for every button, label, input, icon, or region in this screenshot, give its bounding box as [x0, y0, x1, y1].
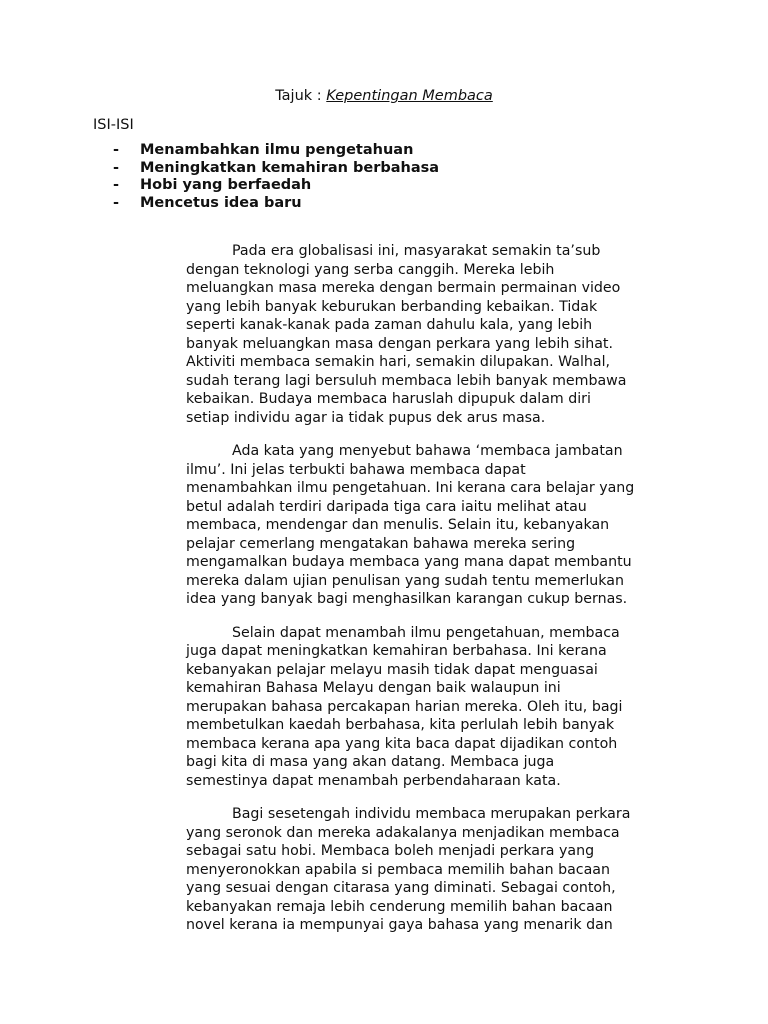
- point-text: Mencetus idea baru: [140, 194, 302, 211]
- paragraph-line: novel kerana ia mempunyai gaya bahasa yang menarik dan: [186, 917, 613, 933]
- paragraph-line: membaca, mendengar dan menulis. Selain itu, kebanyakan: [186, 517, 610, 533]
- point-text: Hobi yang berfaedah: [140, 177, 312, 193]
- bullet-dash: -: [113, 177, 120, 193]
- point-text: Menambahkan ilmu pengetahuan: [140, 142, 414, 158]
- paragraph-line: menambahkan ilmu pengetahuan. Ini kerana cara belajar yang: [186, 480, 635, 496]
- paragraph-line: juga dapat meningkatkan kemahiran berbahasa. Ini kerana: [186, 643, 607, 659]
- paragraph-line: bagi kita di masa yang akan datang. Membaca juga: [186, 754, 555, 770]
- title-topic: Kepentingan Membaca: [326, 88, 493, 104]
- paragraph-line: seperti kanak-kanak pada zaman dahulu kala, yang lebih: [186, 317, 593, 333]
- paragraph-line: merupakan bahasa percakapan harian mereka. Oleh itu, bagi: [186, 698, 623, 715]
- paragraph-1: [186, 242, 686, 427]
- section-heading: ISI-ISI: [93, 117, 134, 133]
- paragraph-line: yang sesuai dengan citarasa yang diminati. Sebagai contoh,: [186, 880, 616, 896]
- points-list: [113, 142, 439, 212]
- point-item: [113, 177, 439, 195]
- point-item: [113, 142, 439, 160]
- paragraph-line: sebagai satu hobi. Membaca boleh menjadi perkara yang: [186, 843, 595, 859]
- paragraph-line: Ada kata yang menyebut bahawa ‘membaca jambatan: [232, 443, 623, 459]
- paragraph-4: [186, 805, 686, 935]
- paragraph-line: setiap individu agar ia tidak pupus dek arus masa.: [186, 409, 546, 426]
- document-title: [0, 86, 768, 106]
- paragraph-line: yang lebih banyak keburukan berbanding kebaikan. Tidak: [186, 298, 598, 315]
- paragraph-line: ilmu’. Ini jelas terbukti bahawa membaca dapat: [186, 461, 526, 478]
- paragraph-line: Pada era globalisasi ini, masyarakat semakin ta’sub: [232, 243, 601, 259]
- paragraph-line: kebaikan. Budaya membaca haruslah dipupuk dalam diri: [186, 391, 591, 407]
- bullet-dash: -: [113, 142, 120, 158]
- paragraph-line: membetulkan kaedah berbahasa, kita perlulah lebih banyak: [186, 717, 615, 733]
- paragraph-line: kebanyakan remaja lebih cenderung memilih bahan bacaan: [186, 898, 613, 915]
- point-item: [113, 195, 439, 213]
- paragraph-2: [186, 442, 686, 609]
- point-text: Meningkatkan kemahiran berbahasa: [140, 159, 440, 176]
- paragraph-line: semestinya dapat menambah perbendaharaan kata.: [186, 772, 561, 789]
- paragraph-line: Bagi sesetengah individu membaca merupakan perkara: [232, 806, 631, 822]
- point-item: [113, 160, 439, 178]
- paragraph-line: Aktiviti membaca semakin hari, semakin dilupakan. Walhal,: [186, 354, 611, 370]
- paragraph-line: yang seronok dan mereka adakalanya menjadikan membaca: [186, 824, 620, 841]
- essay-body: [186, 242, 686, 950]
- paragraph-line: banyak meluangkan masa dengan perkara yang lebih sihat.: [186, 335, 613, 352]
- paragraph-line: mereka dalam ujian penulisan yang sudah tentu memerlukan: [186, 572, 624, 589]
- bullet-dash: -: [113, 194, 120, 211]
- bullet-dash: -: [113, 159, 120, 176]
- paragraph-line: pelajar cemerlang mengatakan bahawa mereka sering: [186, 535, 576, 552]
- paragraph-line: kemahiran Bahasa Melayu dengan baik walaupun ini: [186, 680, 561, 696]
- paragraph-3: [186, 624, 686, 791]
- title-prefix: Tajuk :: [275, 88, 327, 104]
- paragraph-line: menyeronokkan apabila si pembaca memilih bahan bacaan: [186, 861, 610, 878]
- paragraph-line: meluangkan masa mereka dengan bermain permainan video: [186, 280, 621, 296]
- paragraph-line: mengamalkan budaya membaca yang mana dapat membantu: [186, 554, 632, 570]
- paragraph-line: sudah terang lagi bersuluh membaca lebih banyak membawa: [186, 372, 627, 389]
- paragraph-line: betul adalah terdiri daripada tiga cara iaitu melihat atau: [186, 498, 587, 515]
- paragraph-line: kebanyakan pelajar melayu masih tidak dapat menguasai: [186, 661, 598, 678]
- paragraph-line: membaca kerana apa yang kita baca dapat dijadikan contoh: [186, 735, 618, 752]
- paragraph-line: dengan teknologi yang serba canggih. Mereka lebih: [186, 261, 555, 278]
- paragraph-line: idea yang banyak bagi menghasilkan karangan cukup bernas.: [186, 591, 628, 607]
- paragraph-line: Selain dapat menambah ilmu pengetahuan, membaca: [232, 624, 620, 641]
